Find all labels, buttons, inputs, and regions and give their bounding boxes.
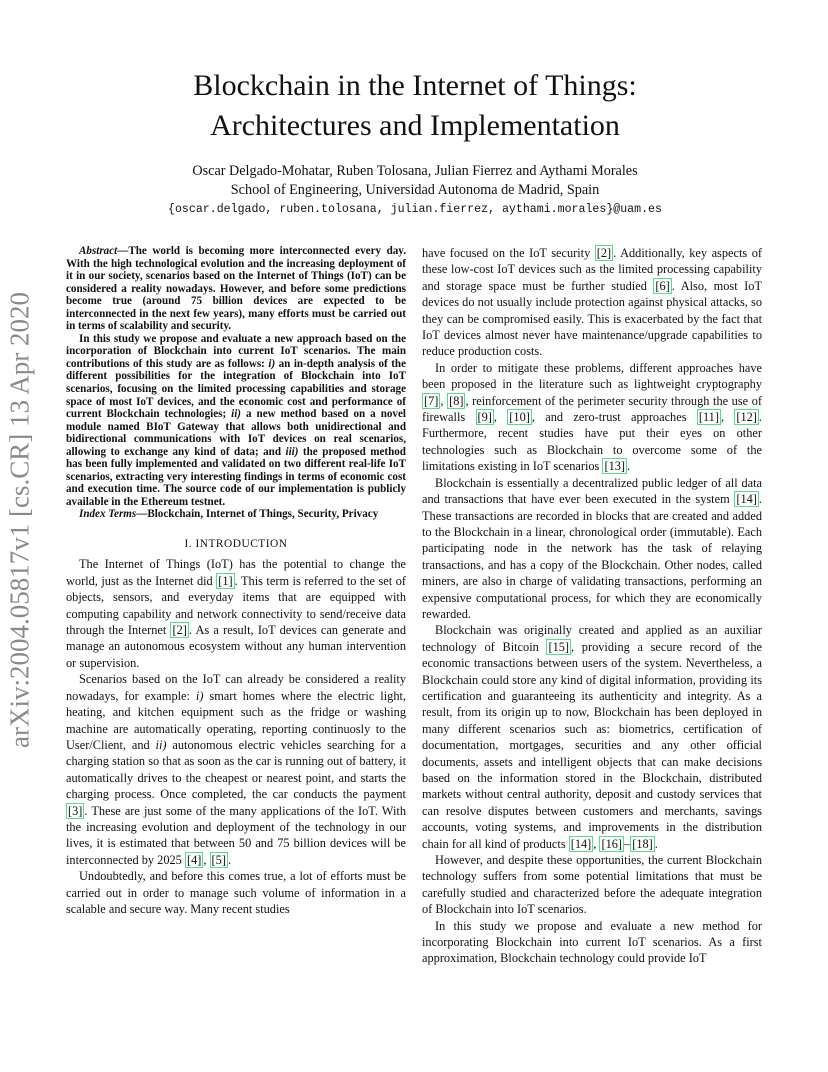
- text-span: . As a result, IoT devices can generate and manage an autonomous ecosystem without any human intervention or supervision.: [66, 623, 406, 670]
- citation-link[interactable]: [1]: [218, 573, 233, 588]
- citation-link[interactable]: [14]: [736, 492, 757, 507]
- abstract-paragraph-1: [66, 245, 406, 333]
- section-title-introduction: I. INTRODUCTION: [184, 538, 288, 551]
- index-terms-text: Blockchain, Internet of Things, Security, Privacy: [147, 508, 379, 521]
- text-span: , providing a secure record of the economic transactions between users of the system. Nevertheless, a Blockchain could store any kind of digital information, providing its certification and guaranteeing its authenticity and integrity. As a result, from its origin up to now, Blockchain has been deployed in many different scenarios such as: biometrics, certification of documentation, mortgages, securities and any other official documents, assets and intelligent objects that can make decisions based on the information stored in the Blockchain, distributed markets without central authority, deposit and custody services that can resolve disputes between customers and merchants, savings accounts, voting systems, and improvements in the distribution chain for all kind of products: [422, 639, 762, 851]
- text-span: ,: [203, 852, 210, 867]
- text-span: .: [654, 836, 658, 851]
- text-span: .: [627, 459, 631, 474]
- abstract-text-2d: the proposed method has been fully implemented and validated on two different real-life IoT scenarios, extracting very interesting findings in terms of economic cost and execution time. The source code of our implementation is publicly available in the Ethereum testnet.: [66, 445, 406, 508]
- text-span: . Additionally, key aspects of these low-cost IoT devices such as the limited processing capability and storage space must be further studied: [422, 246, 762, 293]
- text-span: . Furthermore, recent studies have put their eyes on other technologies such as Blockchain to overcome some of the limitations existing in IoT scenarios: [422, 410, 762, 474]
- enum-i: i): [195, 688, 204, 703]
- text-span: . These are just some of the many applications of the IoT. With the increasing evolution and deployment of the technology in our lives, it is estimated that between 50 and 75 billion devices will be interconnected by 2025: [66, 803, 406, 867]
- citation-link[interactable]: [2]: [172, 623, 187, 638]
- text-span: smart homes where the electric light, heating, and kitchen equipment such as the fridge or washing machine are automatically operating, reporting continuosly to the User/Client, and: [66, 688, 407, 752]
- citation-link[interactable]: [9]: [477, 410, 492, 425]
- right-paragraph-6: In this study we propose and evaluate a new method for incorporating Blockchain into current IoT scenarios. As a first approximation, Blockchain technology could provide IoT: [422, 918, 762, 966]
- abstract-text-2b: an in-depth analysis of the different possibilities for the integration of Blockchain into IoT scenarios, focusing on the limited processing capabilities and storage space of most IoT devices, and the economic cost and performance of current Blockchain technologies;: [66, 357, 407, 421]
- citation-link[interactable]: [8]: [449, 393, 464, 408]
- author-emails: {oscar.delgado, ruben.tolosana, julian.fierrez, aythami.morales}@uam.es: [168, 203, 662, 216]
- right-paragraph-5: However, and despite these opportunities, the current Blockchain technology suffers from some potential limitations that must be carefully studied and characterized before the adequate integration of Blockchain into IoT scenarios.: [422, 853, 762, 917]
- paper-title: [100, 66, 730, 146]
- abstract: [66, 245, 406, 521]
- text-span: The Internet of Things (IoT) has the potential to change the world, just as the Internet did: [66, 557, 406, 588]
- text-span: ,: [440, 393, 448, 408]
- citation-link[interactable]: [14]: [570, 836, 592, 851]
- citation-link[interactable]: [12]: [736, 410, 757, 425]
- citation-link[interactable]: [11]: [698, 410, 719, 425]
- citation-link[interactable]: [4]: [186, 852, 202, 867]
- text-span: .: [227, 852, 232, 867]
- citation-link[interactable]: [5]: [211, 852, 226, 867]
- text-span: Scenarios based on the IoT can already be considered a reality nowadays, for example:: [66, 672, 406, 703]
- citation-link[interactable]: [3]: [68, 803, 83, 818]
- intro-paragraph-2: [66, 671, 406, 868]
- right-column: [422, 245, 762, 967]
- index-terms-dash: —: [136, 508, 148, 521]
- text-span: In order to mitigate these problems, different approaches have been proposed in the literature such as lightweight cryptography: [422, 360, 762, 392]
- arxiv-stamp-text: arXiv:2004.05817v1 [cs.CR] 13 Apr 2020: [4, 292, 35, 748]
- intro-paragraph-1: [66, 556, 406, 671]
- left-column: [66, 245, 406, 917]
- abstract-enum-ii: ii): [231, 408, 241, 421]
- text-span: , and zero-trust approaches: [531, 410, 697, 425]
- text-span: . These transactions are recorded in blocks that are created and added to the Blockchain in a linear, chronological order (immutable). Each participating node in the network has the task of relaying transactions, and has a copy of the Blockchain. Other nodes, called miners, are also in charge of validating transactions, performing an expensive computational process, for which they are economically rewarded.: [422, 492, 762, 621]
- abstract-paragraph-2: [66, 333, 406, 509]
- abstract-enum-i: i): [268, 357, 276, 370]
- text-span: Blockchain is essentially a decentralized public ledger of all data and transactions that have ever been executed in the system: [422, 475, 762, 507]
- citation-link[interactable]: [10]: [509, 410, 530, 425]
- right-paragraph-3: [422, 475, 762, 623]
- author-affiliation: School of Engineering, Universidad Autonoma de Madrid, Spain: [230, 182, 600, 198]
- text-span: Blockchain was originally created and applied as an auxiliar technology of Bitcoin: [422, 623, 762, 654]
- abstract-dash: —: [117, 245, 129, 257]
- enum-ii: ii): [155, 737, 167, 752]
- author-block: [100, 162, 730, 219]
- text-span: –: [624, 836, 631, 851]
- abstract-text-2a: In this study we propose and evaluate a new approach based on the incorporation of Blockchain into current IoT scenarios. The main contributions of this study are as follows:: [66, 332, 406, 370]
- right-paragraph-1: [422, 245, 762, 360]
- citation-link[interactable]: [2]: [596, 246, 612, 260]
- citation-link[interactable]: [18]: [632, 836, 653, 851]
- text-span: ,: [493, 410, 508, 425]
- citation-link[interactable]: [6]: [655, 278, 670, 293]
- text-span: . Also, most IoT devices do not usually include protection against physical attacks, so they can be compromised easily. This is exacerbated by the fact that IoT devices almost never have maintenance/upgrade capabilities to reduce production costs.: [422, 278, 762, 359]
- text-span: have focused on the IoT security: [422, 246, 595, 260]
- text-span: ,: [720, 410, 735, 425]
- intro-paragraph-3: Undoubtedly, and before this comes true, a lot of efforts must be carried out in order to manage such volume of information in a scalable and secure way. Many recent studies: [66, 869, 406, 916]
- citation-link[interactable]: [15]: [548, 639, 570, 654]
- abstract-heading: Abstract: [79, 245, 118, 257]
- text-span: , reinforcement of the perimeter security through the use of firewalls: [422, 393, 762, 425]
- abstract-text-1: The world is becoming more interconnected every day. With the high technological evolution and the increasing deployment of it in our society, scenarios based on the Internet of Things (IoT) can be considered a reality nowadays. However, and before some predictions become true (around 75 billion devices are expected to be interconnected in the next few years), many efforts must be carried out in terms of scalability and security.: [66, 245, 406, 333]
- right-paragraph-4: [422, 622, 762, 852]
- author-names: Oscar Delgado-Mohatar, Ruben Tolosana, Julian Fierrez and Aythami Morales: [192, 163, 638, 179]
- text-span: autonomous electric vehicles searching for a charging station so that as soon as the car is running out of battery, it automatically drives to the cheapest or nearest point, and starts the charging process. Once completed, the car conducts the payment: [66, 737, 406, 802]
- title-line-2: Architectures and Implementation: [210, 109, 620, 142]
- abstract-text-2c: a new method based on a novel module named BIoT Gateway that allows both unidirectional and bidirectional communications with IoT devices on real scenarios, allowing to exchange any kind of data; and: [66, 408, 406, 458]
- text-span: . This term is referred to the set of objects, sensors, and everyday items that are equipped with computing capability and network connectivity to send/receive data through the Internet: [66, 573, 406, 638]
- index-terms-heading: Index Terms: [79, 508, 137, 521]
- title-line-1: Blockchain in the Internet of Things:: [193, 69, 637, 102]
- citation-link[interactable]: [13]: [604, 459, 626, 474]
- text-span: ,: [593, 836, 600, 851]
- right-paragraph-2: [422, 360, 762, 475]
- citation-link[interactable]: [7]: [424, 393, 439, 408]
- citation-link[interactable]: [16]: [601, 836, 623, 851]
- abstract-enum-iii: iii): [285, 445, 299, 458]
- index-terms: [66, 508, 406, 521]
